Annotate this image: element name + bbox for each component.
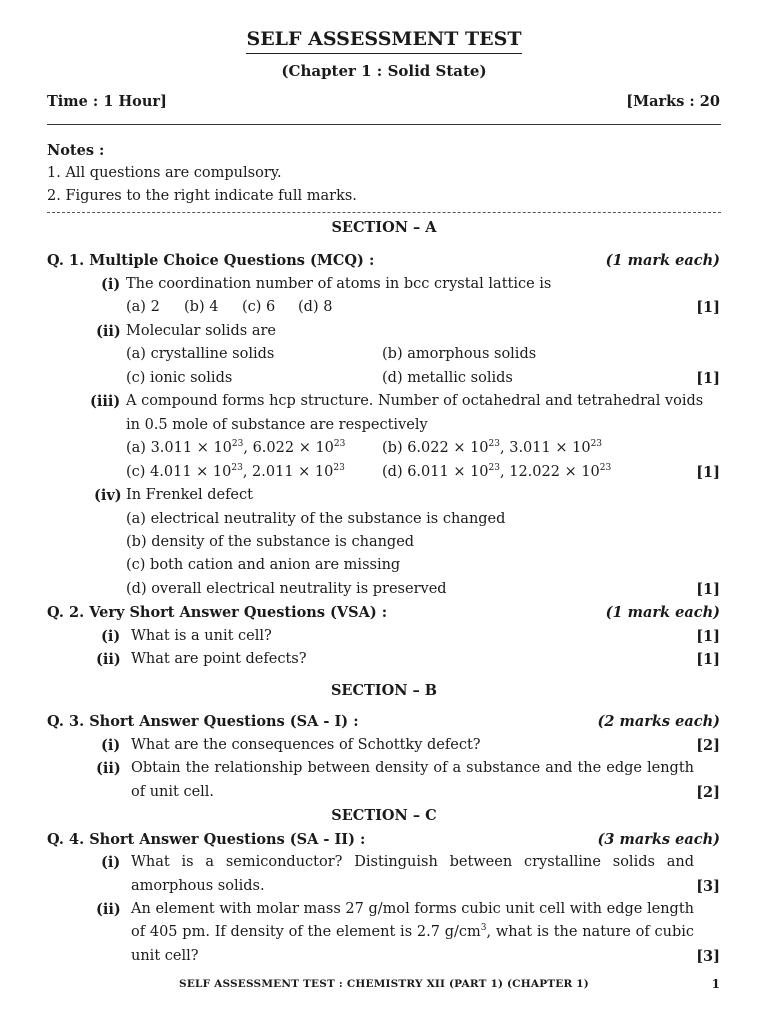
q1-iv-number: (iv) (94, 487, 122, 504)
note-item: 2. Figures to the right indicate full marks. (47, 188, 357, 204)
q3-ii-number: (ii) (96, 760, 121, 777)
q4-i-text: amorphous solids. (131, 878, 265, 894)
section-b-heading: SECTION – B (330, 682, 438, 699)
q4-ii-mark: [3] (696, 948, 720, 965)
page-number: 1 (711, 977, 720, 991)
chapter-subtitle: (Chapter 1 : Solid State) (281, 62, 487, 80)
q1-iii-number: (iii) (90, 393, 121, 410)
q1-label: Q. 1. Multiple Choice Questions (MCQ) : (47, 252, 375, 269)
header-divider (47, 124, 721, 125)
q4-ii-text: of 405 pm. If density of the element is 2.7 $g/cm^3$, what is the nature of cubic (131, 923, 694, 940)
q1-i-text: The coordination number of atoms in bcc crystal lattice is (126, 276, 552, 292)
q4-i-number: (i) (101, 854, 121, 871)
marks-label: [Marks : 20 (626, 93, 720, 110)
q2-ii-text: What are point defects? (131, 651, 307, 667)
time-label: Time : 1 Hour] (47, 93, 167, 110)
q2-ii-number: (ii) (96, 651, 121, 668)
option-d: (d) overall electrical neutrality is preserved (126, 581, 447, 597)
q2-label: Q. 2. Very Short Answer Questions (VSA) : (47, 604, 388, 621)
note-item: 1. All questions are compulsory. (47, 165, 282, 181)
q1-ii-text: Molecular solids are (126, 323, 277, 339)
option-c: (c) $4.011 \times 10^{23}$, $2.011 \times 10^{23}$ (126, 463, 345, 480)
option-b: (b) amorphous solids (382, 346, 537, 362)
option-d: (d) $6.011 \times 10^{23}$, $12.022 \times 10^{23}$ (382, 463, 612, 480)
q4-ii-text: An element with molar mass 27 g/mol forms cubic unit cell with edge length (131, 901, 694, 917)
option-c: (c) 6 (242, 299, 276, 315)
notes-heading: Notes : (47, 142, 105, 159)
q1-i-number: (i) (101, 276, 121, 293)
q3-i-text: What are the consequences of Schottky defect? (131, 737, 481, 753)
notes-divider (47, 212, 721, 213)
q4-ii-text: unit cell? (131, 948, 199, 964)
option-d: (d) 8 (298, 299, 333, 315)
q4-label: Q. 4. Short Answer Questions (SA - II) : (47, 831, 366, 848)
option-a: (a) 2 (126, 299, 160, 315)
q3-label: Q. 3. Short Answer Questions (SA - I) : (47, 713, 359, 730)
q4-ii-number: (ii) (96, 901, 121, 918)
option-d: (d) metallic solids (382, 370, 513, 386)
option-c: (c) ionic solids (126, 370, 233, 386)
option-a: (a) crystalline solids (126, 346, 275, 362)
q2-i-number: (i) (101, 628, 121, 645)
q1-ii-number: (ii) (96, 323, 121, 340)
q4-i-text: What is a semiconductor? Distinguish between crystalline solids and (131, 854, 694, 870)
option-c: (c) both cation and anion are missing (126, 557, 401, 573)
q3-ii-mark: [2] (696, 784, 720, 801)
option-a: (a) electrical neutrality of the substance is changed (126, 511, 506, 527)
q2-i-text: What is a unit cell? (131, 628, 272, 644)
section-c-heading: SECTION – C (331, 807, 437, 824)
q4-marks-note: (3 marks each) (597, 831, 720, 848)
option-b: (b) $6.022 \times 10^{23}$, $3.011 \times 10^{23}$ (382, 439, 603, 456)
q3-ii-text: Obtain the relationship between density of a substance and the edge length (131, 760, 694, 776)
q1-iii-mark: [1] (696, 464, 720, 481)
q1-iii-text: in 0.5 mole of substance are respectively (126, 417, 428, 433)
page-footer: SELF ASSESSMENT TEST : CHEMISTRY XII (PART 1) (CHAPTER 1) (179, 978, 589, 990)
q3-ii-text: of unit cell. (131, 784, 215, 800)
q3-i-number: (i) (101, 737, 121, 754)
q2-i-mark: [1] (696, 628, 720, 645)
q4-i-mark: [3] (696, 878, 720, 895)
q3-i-mark: [2] (696, 737, 720, 754)
section-a-heading: SECTION – A (331, 219, 437, 236)
q3-marks-note: (2 marks each) (597, 713, 720, 730)
q1-ii-mark: [1] (696, 370, 720, 387)
option-a: (a) $3.011 \times 10^{23}$, $6.022 \times 10^{23}$ (126, 439, 346, 456)
q1-iv-text: In Frenkel defect (126, 487, 253, 503)
q1-iv-mark: [1] (696, 581, 720, 598)
q2-ii-mark: [1] (696, 651, 720, 668)
q1-i-mark: [1] (696, 299, 720, 316)
option-b: (b) 4 (184, 299, 219, 315)
q1-iii-text: A compound forms hcp structure. Number of octahedral and tetrahedral voids (126, 393, 704, 409)
page-title: SELF ASSESSMENT TEST (0, 28, 768, 50)
option-b: (b) density of the substance is changed (126, 534, 415, 550)
q2-marks-note: (1 mark each) (605, 604, 720, 621)
q1-marks-note: (1 mark each) (605, 252, 720, 269)
